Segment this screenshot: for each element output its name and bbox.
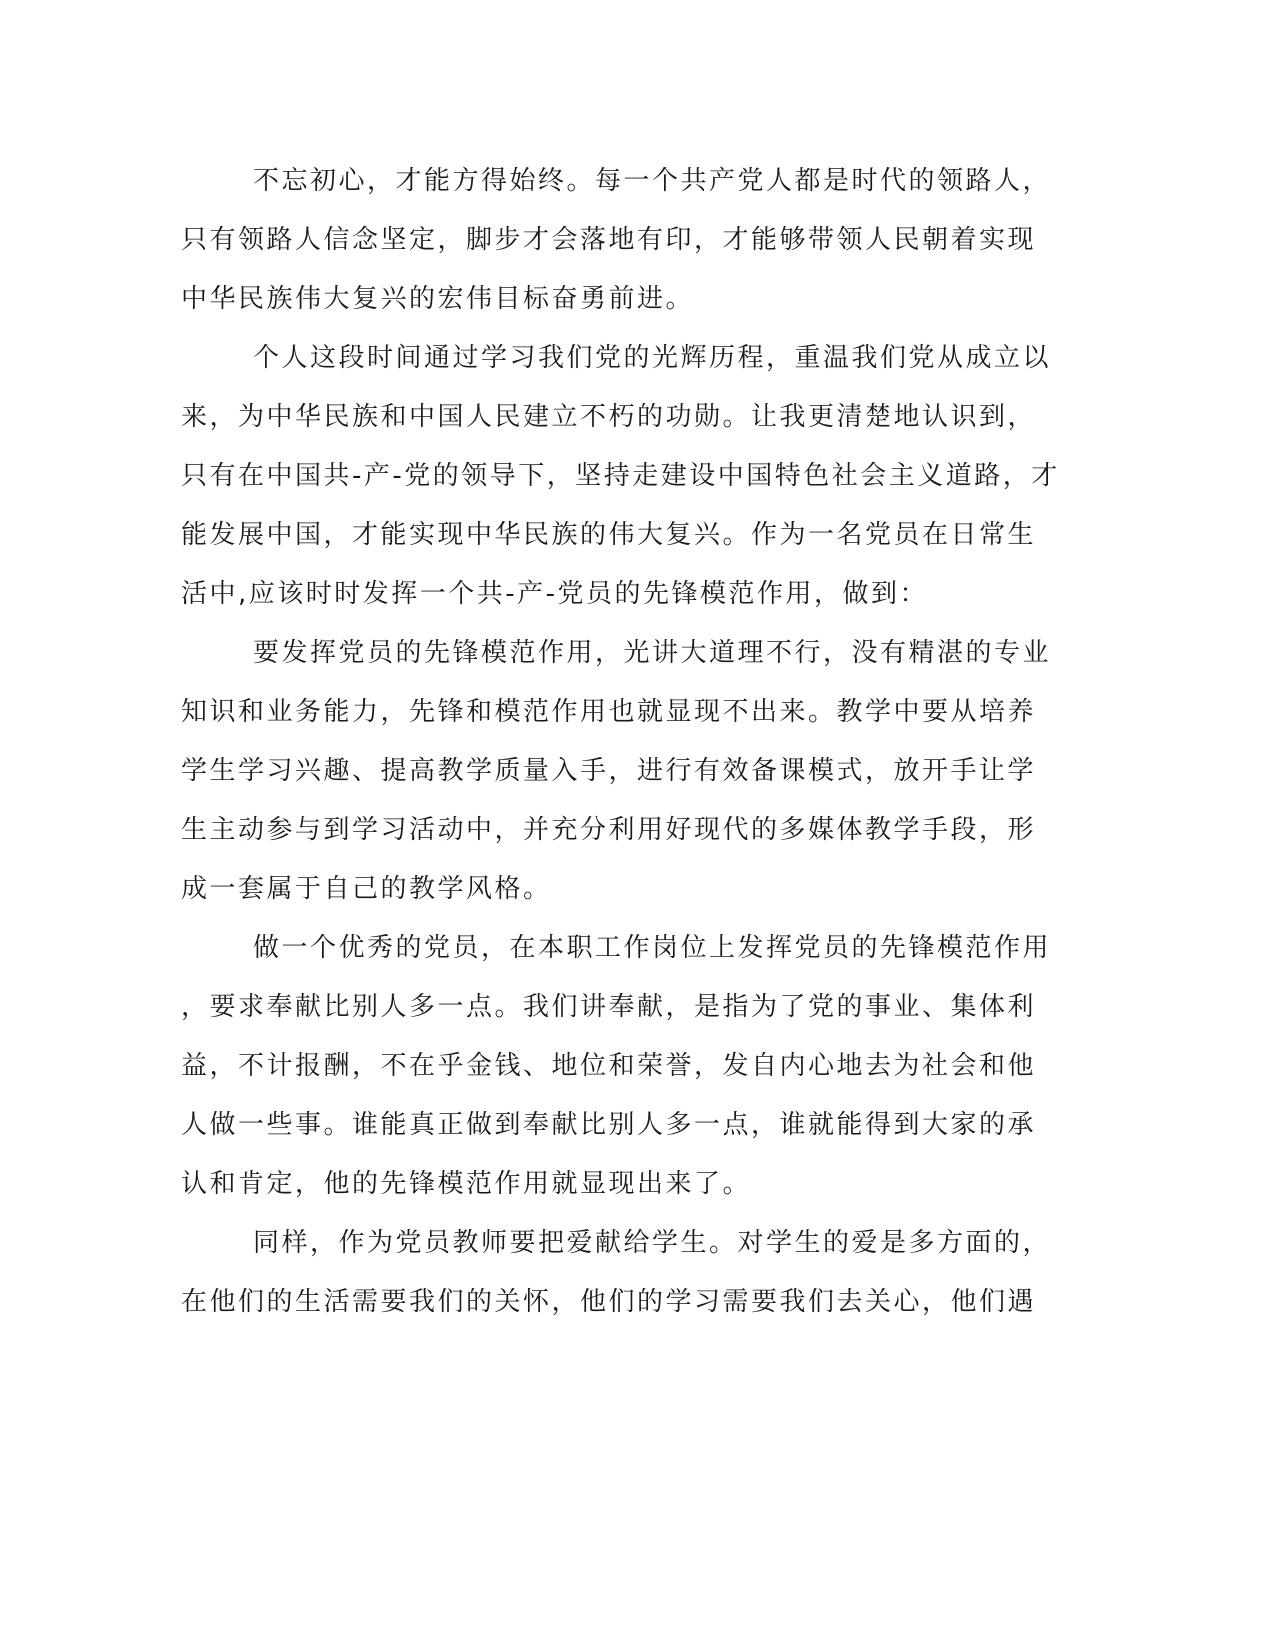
- text-line: 在他们的生活需要我们的关怀，他们的学习需要我们去关心，他们遇: [181, 1287, 1037, 1317]
- paragraph-2: [181, 329, 1060, 624]
- text-line: 学生学习兴趣、提高教学质量入手，进行有效备课模式，放开手让学: [181, 756, 1037, 786]
- text-line: 认和肯定，他的先锋模范作用就显现出来了。: [181, 1169, 752, 1199]
- text-line: 只有领路人信念坚定，脚步才会落地有印，才能够带领人民朝着实现: [181, 225, 1037, 255]
- text-line: ，要求奉献比别人多一点。我们讲奉献，是指为了党的事业、集体利: [181, 992, 1037, 1022]
- text-line: 来，为中华民族和中国人民建立不朽的功勋。让我更清楚地认识到，: [181, 402, 1037, 432]
- text-line: 同样，作为党员教师要把爱献给学生。对学生的爱是多方面的，: [253, 1228, 1052, 1258]
- text-line: 要发挥党员的先锋模范作用，光讲大道理不行，没有精湛的专业: [253, 638, 1052, 668]
- document-body: [181, 152, 1060, 1332]
- text-line: 能发展中国，才能实现中华民族的伟大复兴。作为一名党员在日常生: [181, 520, 1037, 550]
- text-line: 生主动参与到学习活动中，并充分利用好现代的多媒体教学手段，形: [181, 815, 1037, 845]
- text-line: 做一个优秀的党员，在本职工作岗位上发挥党员的先锋模范作用: [253, 933, 1052, 963]
- text-line: 中华民族伟大复兴的宏伟目标奋勇前进。: [181, 284, 695, 314]
- text-line: 活中,应该时时发挥一个共-产-党员的先锋模范作用，做到：: [181, 579, 929, 609]
- text-line: 人做一些事。谁能真正做到奉献比别人多一点，谁就能得到大家的承: [181, 1110, 1037, 1140]
- paragraph-1: [181, 152, 1052, 329]
- text-line: 个人这段时间通过学习我们党的光辉历程，重温我们党从成立以: [253, 343, 1052, 373]
- paragraph-5: [181, 1214, 1052, 1332]
- text-line: 知识和业务能力，先锋和模范作用也就显现不出来。教学中要从培养: [181, 697, 1037, 727]
- paragraph-3: [181, 624, 1052, 919]
- text-line: 只有在中国共-产-党的领导下，坚持走建设中国特色社会主义道路，才: [181, 461, 1060, 491]
- paragraph-4: [181, 919, 1052, 1214]
- text-line: 成一套属于自己的教学风格。: [181, 874, 552, 904]
- text-line: 不忘初心，才能方得始终。每一个共产党人都是时代的领路人，: [253, 166, 1052, 196]
- text-line: 益，不计报酬，不在乎金钱、地位和荣誉，发自内心地去为社会和他: [181, 1051, 1037, 1081]
